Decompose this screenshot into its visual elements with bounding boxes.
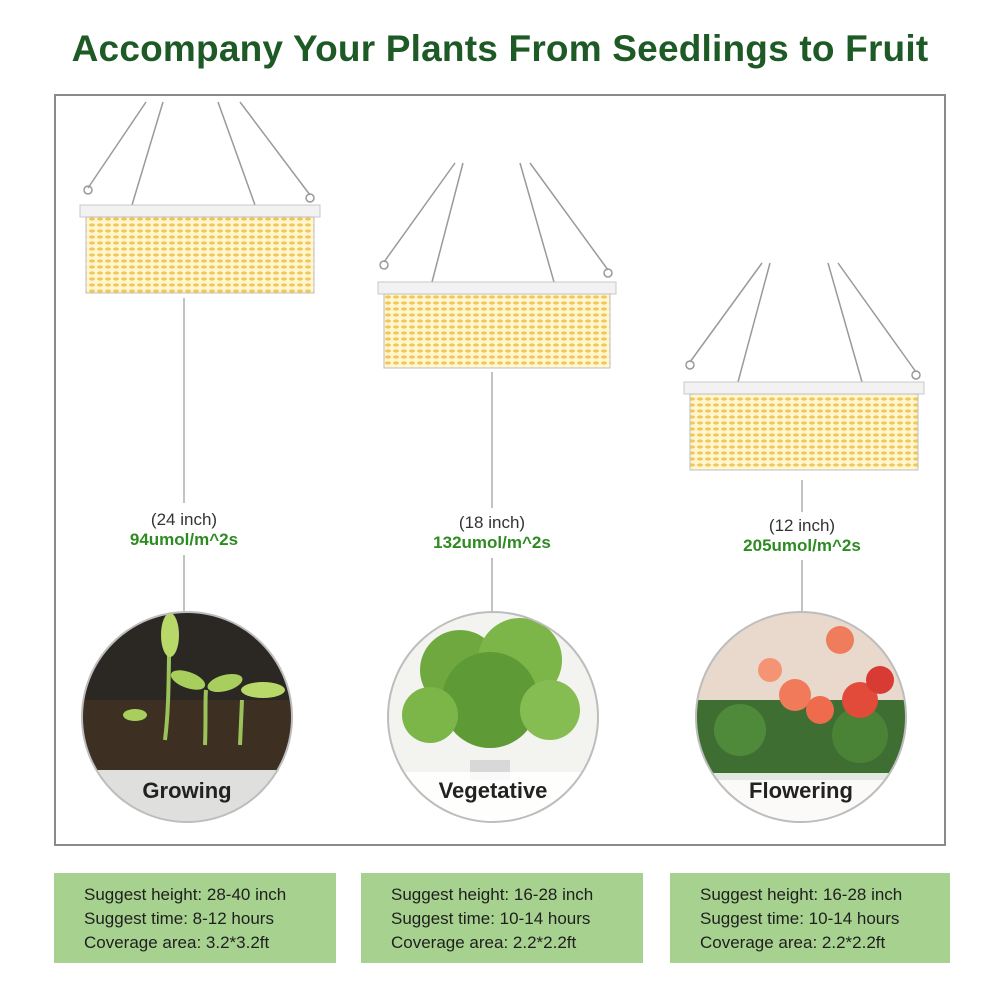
ppfd-value: 132umol/m^2s bbox=[433, 533, 551, 552]
info-box-growing bbox=[54, 873, 336, 963]
ppfd-value: 94umol/m^2s bbox=[129, 530, 239, 549]
stage-name-flowering: Flowering bbox=[749, 778, 853, 803]
page-title: Accompany Your Plants From Seedlings to Fruit bbox=[71, 28, 929, 69]
coverage-area: Coverage area: 2.2*2.2ft bbox=[391, 933, 577, 952]
ppfd-value: 205umol/m^2s bbox=[743, 536, 861, 555]
stage-3-readout bbox=[712, 516, 892, 556]
distance-label: (12 inch) bbox=[768, 516, 836, 535]
suggest-time: Suggest time: 10-14 hours bbox=[700, 909, 900, 928]
coverage-area: Coverage area: 3.2*3.2ft bbox=[84, 933, 270, 952]
stage-name-vegetative: Vegetative bbox=[438, 778, 548, 803]
info-box-vegetative bbox=[361, 873, 643, 963]
info-box-flowering bbox=[670, 873, 950, 963]
grow-light-panel-1 bbox=[80, 102, 320, 293]
suggest-time: Suggest time: 10-14 hours bbox=[391, 909, 591, 928]
distance-label: (18 inch) bbox=[458, 513, 526, 532]
suggest-height: Suggest height: 16-28 inch bbox=[700, 885, 903, 904]
suggest-height: Suggest height: 28-40 inch bbox=[84, 885, 287, 904]
suggest-height: Suggest height: 16-28 inch bbox=[391, 885, 594, 904]
stage-2-readout bbox=[402, 513, 582, 553]
stage-name-growing: Growing bbox=[142, 778, 232, 803]
grow-light-panel-2 bbox=[378, 163, 616, 368]
stage-1-readout bbox=[94, 510, 274, 550]
coverage-area: Coverage area: 2.2*2.2ft bbox=[700, 933, 886, 952]
suggest-time: Suggest time: 8-12 hours bbox=[84, 909, 274, 928]
distance-label: (24 inch) bbox=[150, 510, 218, 529]
grow-light-panel-3 bbox=[684, 263, 924, 470]
